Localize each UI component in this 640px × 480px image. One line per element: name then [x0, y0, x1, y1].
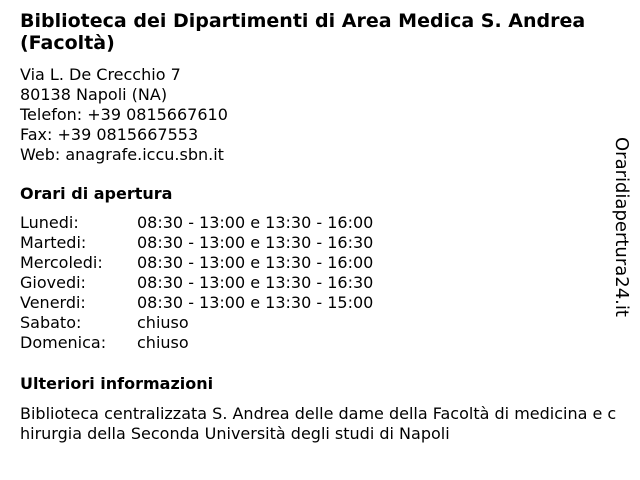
opening-hours-table: [20, 213, 373, 353]
day-hours: chiuso: [137, 333, 189, 352]
table-row: [20, 293, 373, 313]
site-watermark: Oraridiapertura24.it: [611, 137, 632, 317]
more-info-text: Biblioteca centralizzata S. Andrea delle dame della Facoltà di medicina e chirurgia della Seconda Università degli studi di Napoli: [20, 404, 617, 443]
day-hours: 08:30 - 13:00 e 13:30 - 16:30: [137, 273, 374, 292]
day-hours: 08:30 - 13:00 e 13:30 - 16:00: [137, 213, 374, 232]
day-label: Martedi:: [20, 233, 87, 252]
table-row: [20, 333, 373, 353]
table-row: [20, 233, 373, 253]
day-label: Lunedi:: [20, 213, 79, 232]
phone-number: Telefon: +39 0815667610: [20, 105, 228, 124]
day-label: Venerdi:: [20, 293, 86, 312]
table-row: [20, 313, 373, 333]
city-postal: 80138 Napoli (NA): [20, 85, 168, 104]
day-label: Domenica:: [20, 333, 107, 352]
website: Web: anagrafe.iccu.sbn.it: [20, 145, 224, 164]
day-label: Giovedi:: [20, 273, 86, 292]
table-row: [20, 213, 373, 233]
day-hours: chiuso: [137, 313, 189, 332]
day-label: Mercoledi:: [20, 253, 103, 272]
day-label: Sabato:: [20, 313, 82, 332]
table-row: [20, 273, 373, 293]
street-address: Via L. De Crecchio 7: [20, 65, 181, 84]
page-title: Biblioteca dei Dipartimenti di Area Medica S. Andrea (Facoltà): [20, 10, 586, 54]
day-hours: 08:30 - 13:00 e 13:30 - 16:00: [137, 253, 374, 272]
more-info-heading: Ulteriori informazioni: [20, 374, 214, 393]
address-block: [20, 65, 228, 165]
opening-hours-heading: Orari di apertura: [20, 184, 173, 203]
day-hours: 08:30 - 13:00 e 13:30 - 15:00: [137, 293, 374, 312]
day-hours: 08:30 - 13:00 e 13:30 - 16:30: [137, 233, 374, 252]
fax-number: Fax: +39 0815667553: [20, 125, 199, 144]
table-row: [20, 253, 373, 273]
